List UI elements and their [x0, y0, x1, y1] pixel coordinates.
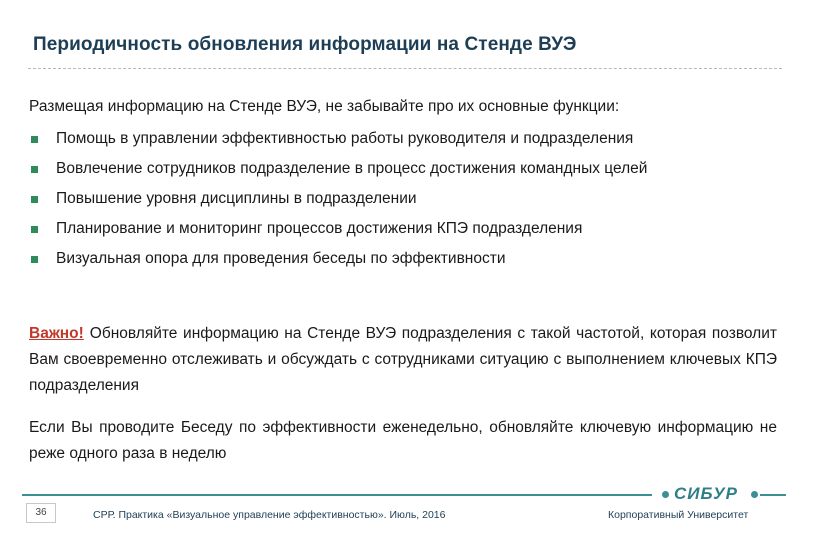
slide-title: Периодичность обновления информации на Стенде ВУЭ: [33, 34, 577, 55]
footer-course-title: СРР. Практика «Визуальное управление эффективностью». Июль, 2016: [93, 509, 446, 521]
footer-university: Корпоративный Университет: [608, 509, 749, 521]
list-item: [29, 188, 789, 210]
square-bullet-icon: [31, 136, 38, 143]
functions-list: [29, 128, 789, 278]
title-divider: [28, 68, 782, 69]
list-item: [29, 218, 789, 240]
important-label: Важно!: [29, 325, 84, 342]
frequency-paragraph: Если Вы проводите Беседу по эффективности еженедельно, обновляйте ключевую информацию не реже одного раза в неделю: [29, 419, 777, 462]
intro-text: Размещая информацию на Стенде ВУЭ, не забывайте про их основные функции:: [29, 98, 620, 115]
footer-dot-icon: [751, 491, 758, 498]
list-item-text: Повышение уровня дисциплины в подразделении: [56, 190, 417, 207]
important-text: Обновляйте информацию на Стенде ВУЭ подразделения с такой частотой, которая позволит Вам своевременно отслеживать и обсуждать с сотрудниками ситуацию с выполнением ключевых КПЭ подразделения: [29, 325, 777, 394]
list-item-text: Визуальная опора для проведения беседы по эффективности: [56, 250, 506, 267]
square-bullet-icon: [31, 166, 38, 173]
square-bullet-icon: [31, 226, 38, 233]
list-item: [29, 158, 789, 180]
list-item-text: Помощь в управлении эффективностью работы руководителя и подразделения: [56, 130, 634, 147]
important-paragraph: [29, 321, 777, 399]
square-bullet-icon: [31, 196, 38, 203]
page-number: 36: [26, 503, 56, 523]
list-item-text: Планирование и мониторинг процессов достижения КПЭ подразделения: [56, 220, 583, 237]
footer-line: [22, 494, 652, 496]
footer-dot-icon: [662, 491, 669, 498]
list-item-text: Вовлечение сотрудников подразделение в процесс достижения командных целей: [56, 160, 648, 177]
sibur-logo: СИБУР: [674, 484, 738, 503]
list-item: [29, 128, 789, 150]
list-item: [29, 248, 789, 270]
square-bullet-icon: [31, 256, 38, 263]
footer-line: [760, 494, 786, 496]
